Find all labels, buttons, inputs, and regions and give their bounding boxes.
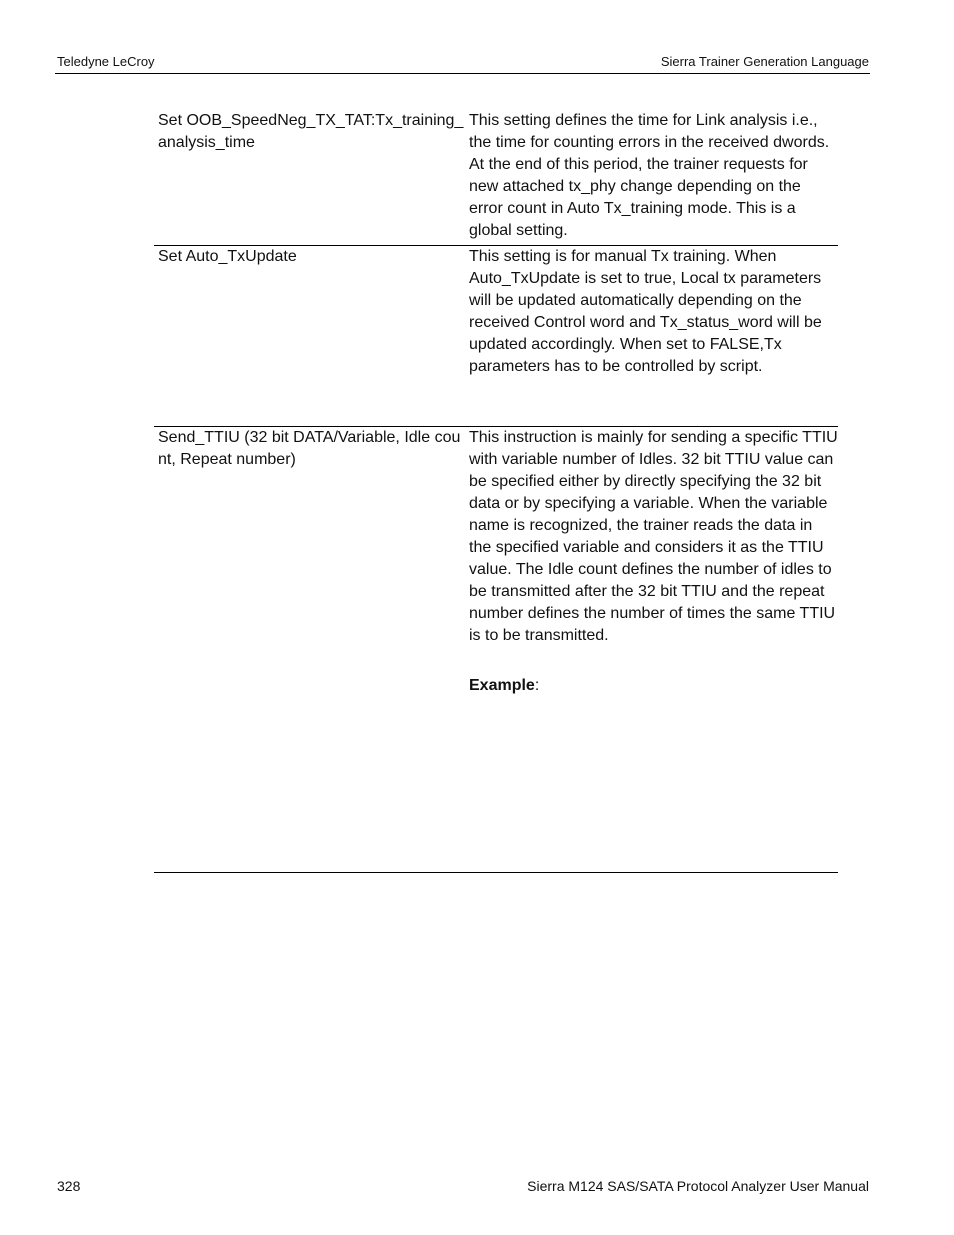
table-row (154, 426, 838, 872)
manual-title: Sierra M124 SAS/SATA Protocol Analyzer User Manual (527, 1178, 869, 1194)
table-row (154, 110, 838, 245)
table-bottom-rule (154, 872, 838, 873)
page-number: 328 (57, 1178, 81, 1194)
example-label-colon: : (534, 677, 540, 694)
description-cell: This setting is for manual Tx training. When Auto_TxUpdate is set to true, Local tx parameters will be updated automatically depending on the received Control word and Tx_status_word will be updated accordingly. When set to FALSE,Tx parameters has to be controlled by script. (469, 248, 822, 375)
description-cell: This setting defines the time for Link analysis i.e., the time for counting errors in the received dwords. At the end of this period, the trainer requests for new attached tx_phy change depending on the error count in Auto Tx_training mode. This is a global setting. (469, 112, 830, 239)
table-row (154, 245, 838, 426)
command-table (154, 110, 838, 873)
header-company: Teledyne LeCroy (57, 54, 155, 69)
example-label (469, 675, 838, 697)
command-cell: Send_TTIU (32 bit DATA/Variable, Idle count, Repeat number) (158, 429, 461, 468)
page-footer (55, 1177, 870, 1197)
page-header (55, 53, 870, 74)
command-cell: Set Auto_TxUpdate (158, 248, 297, 265)
header-section-title: Sierra Trainer Generation Language (660, 54, 869, 69)
example-label-bold: Example (469, 677, 535, 694)
command-cell: Set OOB_SpeedNeg_TX_TAT:Tx_training_analysis_time (158, 112, 464, 151)
description-text: This instruction is mainly for sending a specific TTIU with variable number of Idles. 32 bit TTIU value can be specified either by directly specifying the 32 bit data or by specifying a variable. When the variable name is recognized, the trainer reads the data in the specified variable and considers it as the TTIU value. The Idle count defines the number of idles to be transmitted after the 32 bit TTIU and the repeat number defines the number of times the same TTIU is to be transmitted. (469, 429, 838, 644)
description-cell (464, 427, 838, 872)
